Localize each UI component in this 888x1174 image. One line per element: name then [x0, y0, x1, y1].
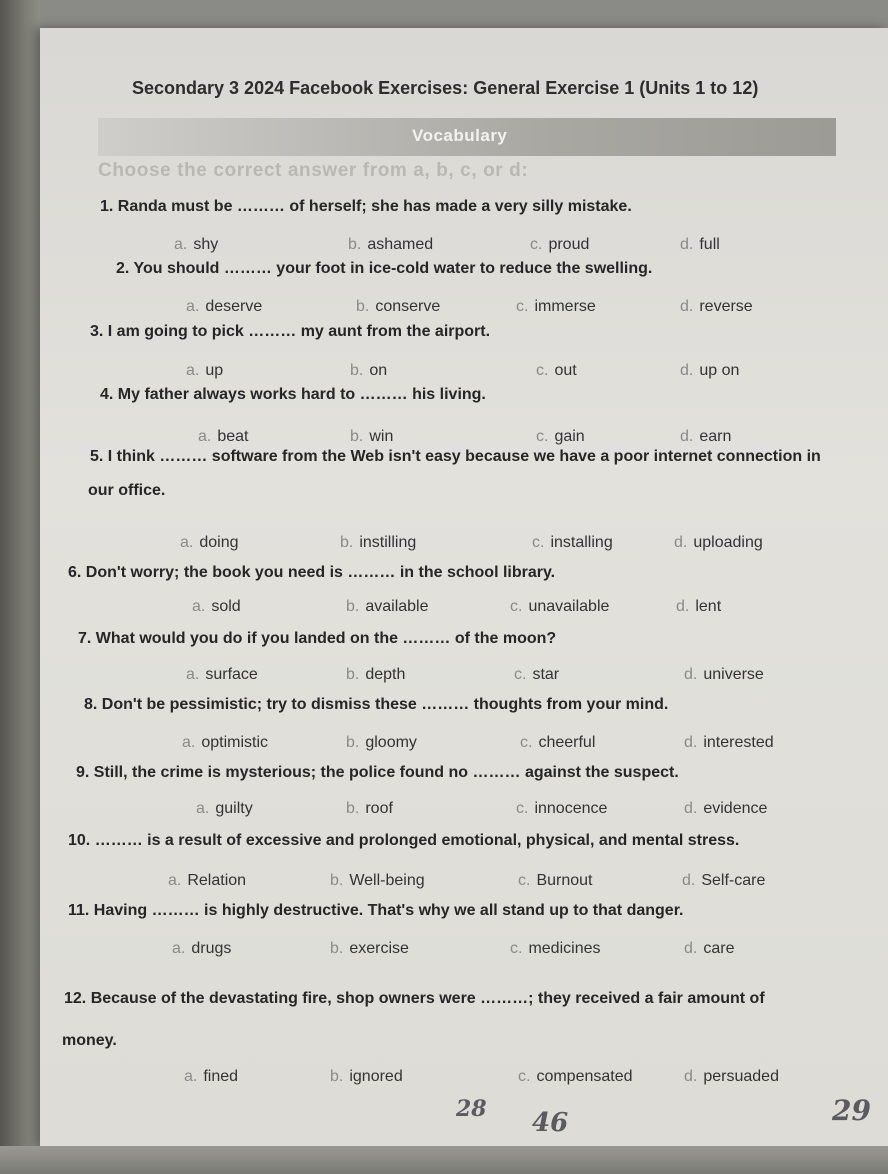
option-letter: c.: [536, 362, 549, 379]
option-text: care: [703, 940, 735, 957]
answer-option[interactable]: [510, 598, 609, 616]
question-text: 4. My father always works hard to ……… his living.: [100, 386, 486, 403]
option-text: ashamed: [367, 236, 434, 253]
question-text: 5. I think ……… software from the Web isn't easy because we have a poor internet connection in: [90, 448, 821, 465]
answer-option[interactable]: [520, 734, 595, 752]
handwritten-mark: 46: [532, 1108, 569, 1138]
question-text: 3. I am going to pick ……… my aunt from the airport.: [90, 323, 491, 340]
option-letter: b.: [330, 1068, 344, 1085]
option-letter: a.: [172, 940, 186, 957]
option-letter: c.: [516, 800, 529, 817]
handwritten-mark: 29: [832, 1094, 871, 1127]
option-letter: d.: [684, 800, 698, 817]
answer-option[interactable]: [346, 734, 417, 752]
option-text: proud: [548, 236, 590, 253]
option-letter: b.: [330, 872, 344, 889]
answer-option[interactable]: [196, 800, 253, 818]
option-text: persuaded: [703, 1068, 779, 1085]
answer-option[interactable]: [350, 362, 387, 380]
answer-option[interactable]: [684, 940, 734, 958]
option-text: Relation: [187, 872, 247, 889]
question-text: 2. You should ……… your foot in ice-cold water to reduce the swelling.: [116, 260, 653, 277]
option-text: lent: [695, 598, 722, 615]
answer-option[interactable]: [536, 428, 585, 446]
option-letter: b.: [356, 298, 370, 315]
answer-option[interactable]: [348, 236, 433, 254]
option-text: roof: [365, 800, 393, 817]
instructions: Choose the correct answer from a, b, c, or d:: [98, 160, 529, 181]
question-text: 6. Don't worry; the book you need is ……… in the school library.: [68, 564, 556, 581]
answer-option[interactable]: [676, 598, 721, 616]
option-text: optimistic: [201, 734, 269, 751]
option-text: exercise: [349, 940, 409, 957]
answer-option[interactable]: [198, 428, 248, 446]
option-letter: b.: [346, 734, 360, 751]
answer-option[interactable]: [530, 236, 589, 254]
question-text-continuation: our office.: [88, 482, 166, 499]
answer-option[interactable]: [518, 1068, 633, 1086]
answer-option[interactable]: [330, 1068, 403, 1086]
option-letter: a.: [196, 800, 210, 817]
answer-option[interactable]: [186, 666, 258, 684]
answer-option[interactable]: [682, 872, 765, 890]
answer-option[interactable]: [340, 534, 416, 552]
question-text: 1. Randa must be ……… of herself; she has made a very silly mistake.: [100, 198, 632, 215]
option-letter: a.: [184, 1068, 198, 1085]
option-letter: a.: [198, 428, 212, 445]
answer-option[interactable]: [684, 800, 767, 818]
answer-option[interactable]: [518, 872, 593, 890]
option-text: innocence: [534, 800, 608, 817]
option-letter: d.: [684, 734, 698, 751]
option-letter: a.: [186, 298, 200, 315]
answer-option[interactable]: [536, 362, 577, 380]
option-text: installing: [550, 534, 613, 551]
answer-option[interactable]: [174, 236, 218, 254]
option-text: star: [532, 666, 560, 683]
section-title: Vocabulary: [412, 126, 508, 145]
answer-option[interactable]: [356, 298, 440, 316]
option-text: Burnout: [536, 872, 593, 889]
option-text: on: [369, 362, 388, 379]
question-text: 9. Still, the crime is mysterious; the police found no ……… against the suspect.: [76, 764, 679, 781]
question-text: 10. ……… is a result of excessive and prolonged emotional, physical, and mental stress.: [68, 832, 740, 849]
option-letter: a.: [168, 872, 182, 889]
handwritten-mark: 28: [456, 1096, 487, 1122]
option-text: immerse: [534, 298, 596, 315]
answer-option[interactable]: [346, 666, 405, 684]
option-letter: d.: [680, 362, 694, 379]
option-letter: c.: [510, 598, 523, 615]
option-letter: d.: [680, 236, 694, 253]
option-text: deserve: [205, 298, 263, 315]
option-letter: a.: [186, 362, 200, 379]
option-letter: a.: [180, 534, 194, 551]
option-text: depth: [365, 666, 406, 683]
option-text: Well-being: [349, 872, 425, 889]
option-letter: d.: [676, 598, 690, 615]
option-letter: d.: [680, 298, 694, 315]
option-text: gain: [554, 428, 585, 445]
answer-option[interactable]: [180, 534, 239, 552]
option-letter: a.: [186, 666, 200, 683]
answer-option[interactable]: [330, 872, 425, 890]
answer-option[interactable]: [684, 1068, 779, 1086]
option-text: full: [699, 236, 720, 253]
option-text: evidence: [703, 800, 768, 817]
answer-option[interactable]: [532, 534, 613, 552]
option-letter: a.: [192, 598, 206, 615]
option-letter: b.: [348, 236, 362, 253]
option-letter: c.: [518, 1068, 531, 1085]
option-text: win: [369, 428, 394, 445]
option-letter: b.: [350, 362, 364, 379]
answer-option[interactable]: [168, 872, 246, 890]
option-text: up on: [699, 362, 740, 379]
question-text: 8. Don't be pessimistic; try to dismiss these ……… thoughts from your mind.: [84, 696, 669, 713]
option-text: shy: [193, 236, 219, 253]
option-letter: c.: [520, 734, 533, 751]
page-title: Secondary 3 2024 Facebook Exercises: General Exercise 1 (Units 1 to 12): [132, 78, 759, 98]
photo-background-bottom: [0, 1146, 888, 1174]
answer-option[interactable]: [674, 534, 763, 552]
option-letter: b.: [340, 534, 354, 551]
option-text: surface: [205, 666, 258, 683]
answer-option[interactable]: [186, 298, 262, 316]
option-letter: b.: [346, 598, 360, 615]
answer-option[interactable]: [680, 298, 753, 316]
answer-option[interactable]: [350, 428, 393, 446]
option-text: gloomy: [365, 734, 417, 751]
option-text: medicines: [528, 940, 601, 957]
answer-option[interactable]: [346, 598, 429, 616]
option-text: drugs: [191, 940, 232, 957]
option-text: ignored: [349, 1068, 403, 1085]
option-text: conserve: [375, 298, 441, 315]
option-text: reverse: [699, 298, 753, 315]
question-text: 7. What would you do if you landed on the ……… of the moon?: [78, 630, 557, 647]
option-text: instilling: [359, 534, 417, 551]
option-letter: b.: [330, 940, 344, 957]
answer-option[interactable]: [192, 598, 241, 616]
option-letter: c.: [516, 298, 529, 315]
answer-option[interactable]: [516, 800, 607, 818]
option-letter: d.: [684, 940, 698, 957]
answer-option[interactable]: [184, 1068, 238, 1086]
answer-option[interactable]: [680, 428, 731, 446]
answer-option[interactable]: [516, 298, 596, 316]
option-text: sold: [211, 598, 241, 615]
option-text: available: [365, 598, 429, 615]
option-text: uploading: [693, 534, 763, 551]
question-text: 12. Because of the devastating fire, shop owners were ………; they received a fair amount of: [64, 990, 765, 1007]
photo-background-edge: [0, 0, 40, 1174]
option-text: Self-care: [701, 872, 766, 889]
answer-option[interactable]: [330, 940, 409, 958]
answer-option[interactable]: [346, 800, 393, 818]
option-text: up: [205, 362, 224, 379]
option-text: unavailable: [528, 598, 610, 615]
option-text: interested: [703, 734, 774, 751]
option-letter: c.: [518, 872, 531, 889]
option-text: universe: [703, 666, 764, 683]
option-letter: b.: [350, 428, 364, 445]
answer-option[interactable]: [186, 362, 223, 380]
option-text: doing: [199, 534, 239, 551]
worksheet-page: [40, 28, 888, 1148]
answer-option[interactable]: [182, 734, 268, 752]
option-letter: a.: [174, 236, 188, 253]
answer-option[interactable]: [684, 666, 764, 684]
answer-option[interactable]: [172, 940, 231, 958]
option-text: compensated: [536, 1068, 633, 1085]
question-text: 11. Having ……… is highly destructive. That's why we all stand up to that danger.: [68, 902, 684, 919]
answer-option[interactable]: [510, 940, 600, 958]
option-text: fined: [203, 1068, 239, 1085]
answer-option[interactable]: [680, 362, 739, 380]
option-letter: b.: [346, 666, 360, 683]
option-letter: d.: [674, 534, 688, 551]
option-text: earn: [699, 428, 732, 445]
option-letter: c.: [536, 428, 549, 445]
option-letter: c.: [532, 534, 545, 551]
answer-option[interactable]: [684, 734, 774, 752]
option-text: out: [554, 362, 577, 379]
option-letter: d.: [680, 428, 694, 445]
option-letter: c.: [510, 940, 523, 957]
option-letter: b.: [346, 800, 360, 817]
option-letter: c.: [514, 666, 527, 683]
option-letter: d.: [684, 666, 698, 683]
answer-option[interactable]: [680, 236, 720, 254]
option-text: guilty: [215, 800, 253, 817]
option-letter: d.: [682, 872, 696, 889]
answer-option[interactable]: [514, 666, 559, 684]
option-letter: a.: [182, 734, 196, 751]
option-letter: c.: [530, 236, 543, 253]
option-text: beat: [217, 428, 249, 445]
question-text-continuation: money.: [62, 1032, 117, 1049]
option-text: cheerful: [538, 734, 596, 751]
option-letter: d.: [684, 1068, 698, 1085]
